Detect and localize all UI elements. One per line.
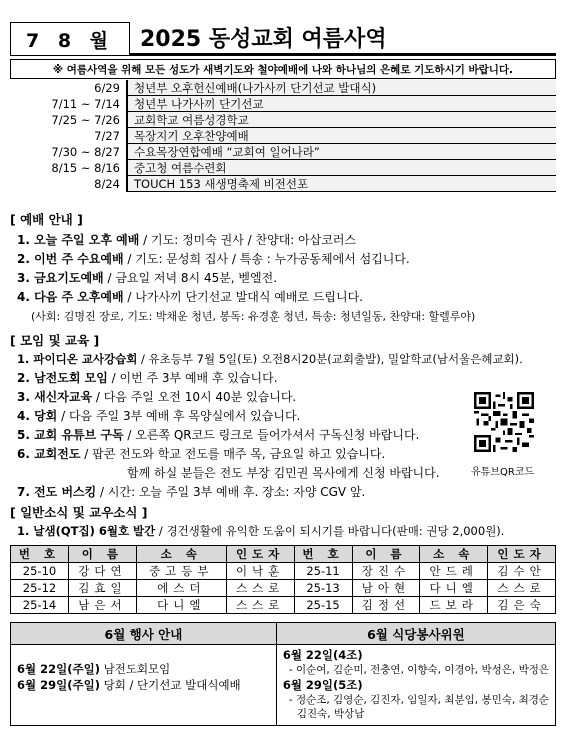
table-cell: 남아현 [352,580,420,597]
table-cell: 김효일 [69,580,137,597]
schedule-date: 6/29 [10,80,128,96]
schedule-event: 청년부 오후헌신예배(나가사끼 단기선교 발대식) [128,80,556,96]
item-text: / 경건생활에 유익한 도움이 되시기를 바랍니다(판매: 권당 2,000원). [155,524,505,538]
table-row [11,563,556,580]
list-item [17,307,475,326]
schedule-event: TOUCH 153 새생명축제 비전선포 [128,176,556,192]
volunteers-panel-body [277,645,555,725]
event-line [17,677,270,693]
table-cell: 25-14 [11,597,69,614]
schedule-date: 7/27 [10,128,128,144]
list-item [17,426,523,445]
table-cell: 25-15 [294,597,352,614]
list-item [17,407,523,426]
table-cell: 스스로 [226,597,294,614]
item-heading: 4. 다음 주 오후예배 [17,290,124,304]
list-item [17,288,475,307]
item-text: / 다음 주일 3부 예배 후 목양실에서 있습니다. [57,409,301,423]
schedule-row [10,160,556,176]
qr-code-label: 유튜브QR코드 [471,467,535,478]
list-item [17,464,523,483]
schedule-row [10,80,556,96]
volunteers-panel-title: 6월 식당봉사위원 [277,623,555,645]
table-cell: 25-12 [11,580,69,597]
prayer-notice: ※ 여름사역을 위해 모든 성도가 새벽기도와 철야예배에 나와 하나님의 은혜로 기도하시기 바랍니다. [10,59,556,79]
column-header: 이 름 [352,546,420,563]
list-item [17,522,504,541]
volunteer-names: - 이순여, 김순미, 전충연, 이향숙, 이경아, 박성은, 박정은 [288,664,549,676]
item-heading: 2. 남전도회 모임 [17,371,108,385]
table-row [11,597,556,614]
volunteer-group-date: 6월 29일(5조) [282,678,363,692]
youtube-qr-code-icon[interactable] [474,392,534,452]
table-row [11,580,556,597]
event-date: 6월 29일(주일) [17,678,100,692]
table-cell: 스스로 [488,580,556,597]
item-text: / 팝콘 전도와 학교 전도를 매주 목, 금요일 하고 있습니다. [80,447,386,461]
item-text: / 유초등부 7월 5일(토) 오전8시20분(교회출발), 밀알학교(남서울은혜교회). [137,352,523,366]
meetings-list [17,350,523,502]
table-cell: 스스로 [226,580,294,597]
table-cell: 다니엘 [136,597,226,614]
table-cell: 25-11 [294,563,352,580]
schedule-date: 8/24 [10,176,128,192]
volunteer-names: - 정순조, 김영순, 김진자, 임일자, 최분임, 봉민숙, 최경순 [288,694,549,706]
list-item [17,445,523,464]
new-members-table [10,545,556,614]
month-label: 7 8 월 [10,22,130,56]
item-heading: 3. 새신자교육 [17,390,93,404]
volunteer-group-date: 6월 22일(4조) [282,648,363,662]
table-cell: 안드레 [420,563,488,580]
item-text: (사회: 김명진 장로, 기도: 박채운 청년, 봉독: 유경훈 청년, 특송: 청년일동, 찬양대: 할렐루야) [31,310,476,323]
item-text: / 나가사끼 단기선교 발대식 예배로 드립니다. [123,290,363,304]
item-text: / 이번 주 3부 예배 후 있습니다. [107,371,278,385]
table-cell: 다니엘 [420,580,488,597]
table-cell: 중고등부 [136,563,226,580]
volunteers-panel [276,623,555,725]
event-line [17,661,270,677]
volunteer-names: 김진숙, 박상남 [296,708,365,720]
column-header: 번 호 [11,546,69,563]
table-cell: 25-13 [294,580,352,597]
schedule-row [10,112,556,128]
event-date: 6월 22일(주일) [17,662,100,676]
news-section-title: [ 일반소식 및 교우소식 ] [10,505,148,520]
item-heading: 1. 파이디온 교사강습회 [17,352,138,366]
table-header-row [11,546,556,563]
column-header: 이 름 [69,546,137,563]
list-item [17,369,523,388]
table-cell: 25-10 [11,563,69,580]
event-text: 당회 / 단기선교 발대식예배 [99,678,241,692]
events-panel [11,623,276,725]
list-item [17,350,523,369]
list-item [17,388,523,407]
item-text: / 기도: 정미숙 권사 / 찬양대: 아삽코러스 [139,233,357,247]
schedule-row [10,144,556,160]
item-heading: 5. 교회 유튜브 구독 [17,428,124,442]
worship-list [17,231,475,326]
worship-section-title: [ 예배 안내 ] [10,212,83,227]
list-item [17,483,523,502]
item-text: / 시간: 오늘 주일 3부 예배 후. 장소: 자양 CGV 앞. [96,485,366,499]
item-text: / 다음 주일 오전 10시 40분 있습니다. [92,390,297,404]
schedule-event: 목장지기 오후찬양예배 [128,128,556,144]
item-heading: 7. 전도 버스킹 [17,485,97,499]
table-cell: 남은서 [69,597,137,614]
list-item [17,231,475,250]
events-panel-title: 6월 행사 안내 [11,623,276,645]
table-cell: 이낙훈 [226,563,294,580]
schedule-row [10,128,556,144]
schedule-event: 교회학교 여름성경학교 [128,112,556,128]
column-header: 번 호 [294,546,352,563]
summer-schedule [10,80,556,192]
table-cell: 김정선 [352,597,420,614]
item-heading: 6. 교회전도 [17,447,81,461]
meetings-section-title: [ 모임 및 교육 ] [10,333,100,348]
item-heading: 2. 이번 주 수요예배 [17,252,124,266]
table-cell: 김수안 [488,563,556,580]
item-text: 함께 하실 분들은 전도 부장 김민권 목사에게 신청 바랍니다. [127,466,440,480]
item-heading: 4. 당회 [17,409,58,423]
news-list [17,522,504,541]
schedule-row [10,96,556,112]
schedule-date: 7/25 ~ 7/26 [10,112,128,128]
column-header: 인도자 [226,546,294,563]
page-title: 2025 동성교회 여름사역 [130,22,556,56]
table-cell: 드보라 [420,597,488,614]
bottom-info-panel [10,622,556,726]
item-heading: 3. 금요기도예배 [17,271,104,285]
schedule-date: 8/15 ~ 8/16 [10,160,128,176]
item-heading: 1. 오늘 주일 오후 예배 [17,233,140,247]
table-cell: 강다연 [69,563,137,580]
item-text: / 기도: 문성희 집사 / 특송 : 누가공동체에서 섬깁니다. [123,252,410,266]
schedule-event: 청년부 나가사끼 단기선교 [128,96,556,112]
schedule-event: 수요목장연합예배 “교회여 일어나라” [128,144,556,160]
event-text: 남전도회모임 [99,662,171,676]
bulletin-header [10,22,556,56]
schedule-event: 중고청 여름수련회 [128,160,556,176]
column-header: 인도자 [488,546,556,563]
list-item [17,269,475,288]
item-text: / 금요일 저녁 8시 45분, 벧엘전. [103,271,278,285]
table-cell: 김은숙 [488,597,556,614]
table-cell: 에스더 [136,580,226,597]
schedule-date: 7/11 ~ 7/14 [10,96,128,112]
item-heading: 1. 날샘(QT집) 6월호 발간 [17,524,156,538]
column-header: 소 속 [420,546,488,563]
list-item [17,250,475,269]
schedule-date: 7/30 ~ 8/27 [10,144,128,160]
events-panel-body [11,645,276,725]
item-text: / 오른쪽 QR코드 링크로 들어가셔서 구독신청 바랍니다. [123,428,420,442]
schedule-row [10,176,556,192]
column-header: 소 속 [136,546,226,563]
table-cell: 장진수 [352,563,420,580]
